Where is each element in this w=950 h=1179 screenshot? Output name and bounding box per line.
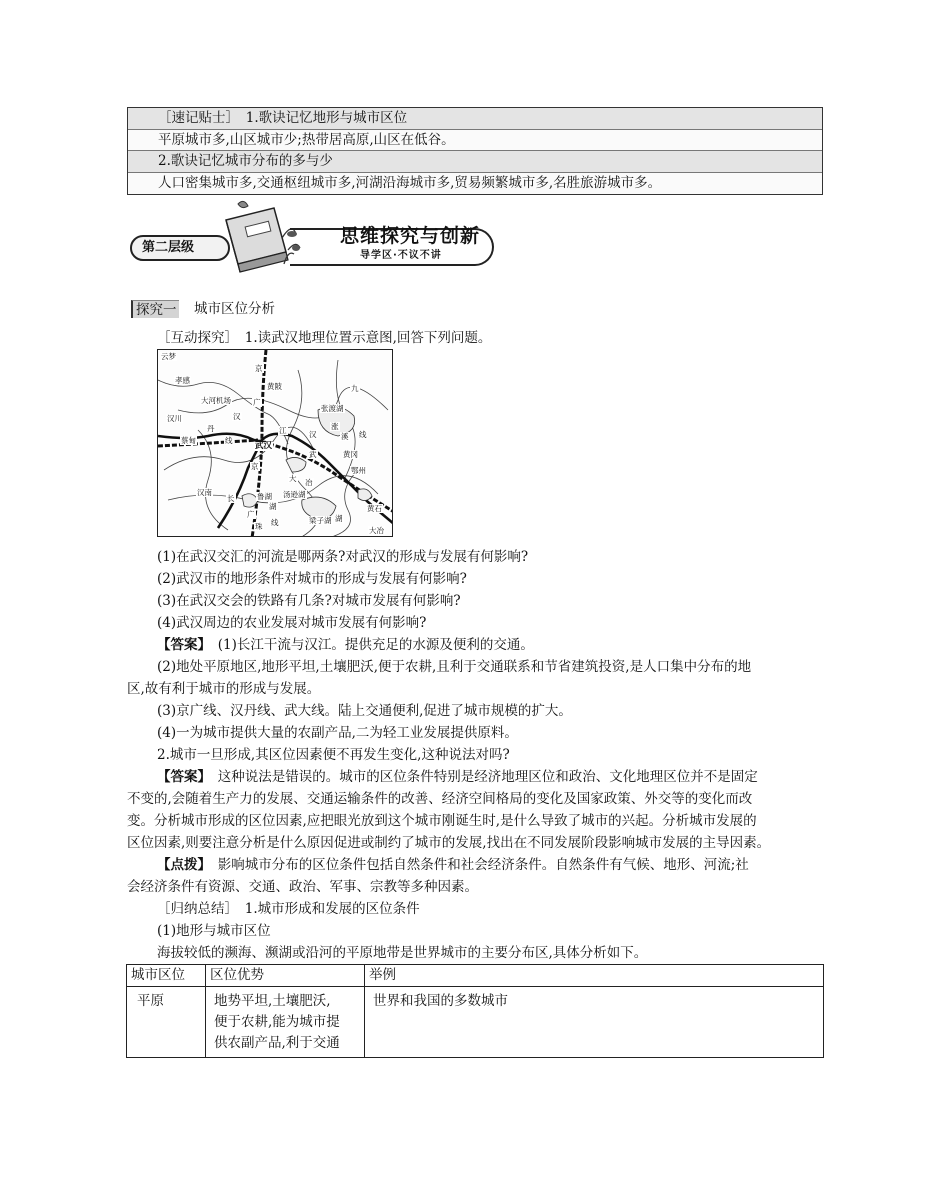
summary-desc: 海拔较低的濒海、濒湖或沿河的平原地带是世界城市的主要分布区,具体分析如下。 — [157, 945, 648, 961]
map-label-ezhou: 鄂州 — [351, 466, 366, 475]
map-label-zhangduhu: 张渡湖 — [321, 404, 344, 413]
advantage-line-1: 地势平坦,土壤肥沃, — [214, 993, 331, 1009]
answer-second-line-3: 变。分析城市形成的区位因素,应把眼光放到这个城市刚诞生时,是什么导致了城市的兴起。分析城市发展的 — [127, 813, 757, 829]
level-badge: 第二层级 — [130, 235, 230, 261]
tips-row-2: 平原城市多,山区城市少;热带居高原,山区在低谷。 — [128, 130, 822, 152]
answer-3: (3)京广线、汉丹线、武大线。陆上交通便利,促进了城市规模的扩大。 — [157, 703, 572, 719]
answer-1-line-1 — [157, 634, 534, 656]
answer-2-line-2: 区,故有利于城市的形成与发展。 — [127, 681, 321, 697]
answer-second-label: 【答案】 — [157, 769, 205, 785]
table-row — [127, 987, 824, 1058]
tips-row-3: 2.歌诀记忆城市分布的多与少 — [128, 151, 822, 173]
banner-subtitle: 导学区·不议不讲 — [360, 250, 442, 261]
answer-second-line-4: 区位因素,则要注意分析是什么原因促进或制约了城市的发展,找出在不同发展阶段影响城市发展的主导因素。 — [127, 835, 771, 851]
map-label-zhang: 涨 — [331, 422, 339, 431]
question-1: (1)在武汉交汇的河流是哪两条?对武汉的形成与发展有何影响? — [157, 549, 529, 565]
question-second: 2.城市一旦形成,其区位因素便不再发生变化,这种说法对吗? — [157, 747, 510, 763]
answer-4: (4)一为城市提供大量的农副产品,二为轻工业发展提供原料。 — [157, 725, 518, 741]
summary-intro: ［归纳总结］ 1.城市形成和发展的区位条件 — [157, 901, 420, 917]
summary-sub: (1)地形与城市区位 — [157, 923, 271, 939]
map-label-da: 大 — [289, 474, 297, 483]
advantage-line-3: 供农副产品,利于交通 — [214, 1035, 340, 1051]
map-label-ye: 冶 — [305, 478, 313, 487]
map-label-daye: 大冶 — [369, 526, 384, 535]
map-label-han-2: 汉 — [309, 430, 317, 439]
answer-1-text: (1)长江干流与汉江。提供充足的水源及便利的交通。 — [204, 637, 534, 653]
tip-label: 【点拨】 — [157, 857, 205, 873]
map-label-airport: 大河机场 — [201, 396, 231, 405]
map-label-tangxunhu: 汤逊湖 — [283, 490, 306, 499]
map-label-han-1: 汉 — [233, 412, 241, 421]
tip-line-2: 会经济条件有资源、交通、政治、军事、宗教等多种因素。 — [127, 879, 478, 895]
answer-second-line-1 — [157, 766, 758, 788]
map-label-jiang: 江 — [279, 426, 287, 435]
table-cell-advantage — [206, 987, 365, 1058]
map-label-chang: 长 — [227, 494, 235, 503]
book-icon — [212, 198, 302, 273]
tip-line-1 — [157, 854, 749, 876]
tips-box — [127, 107, 823, 195]
map-label-liangzihu: 梁子湖 — [309, 516, 332, 525]
map-label-xian-3: 线 — [271, 518, 279, 527]
advantage-line-2: 便于农耕,能为城市提 — [214, 1014, 340, 1030]
table-header-advantage: 区位优势 — [206, 965, 365, 987]
answer-label: 【答案】 — [157, 637, 205, 653]
map-label-zhu: 珠 — [255, 522, 263, 531]
map-label-wu: 武 — [309, 450, 317, 459]
map-label-xiaogan: 孝感 — [175, 376, 190, 385]
table-header-row — [127, 965, 824, 987]
tip-text: 影响城市分布的区位条件包括自然条件和社会经济条件。自然条件有气候、地形、河流;社 — [204, 857, 749, 873]
map-label-yunmeng: 云梦 — [161, 352, 176, 361]
map-label-huanggang: 黄冈 — [343, 450, 358, 459]
map-label-xian-1: 线 — [225, 436, 233, 445]
map-label-jiu: 九 — [351, 384, 359, 393]
answer-2-line-1: (2)地处平原地区,地形平坦,土壤肥沃,便于农耕,且利于交通联系和节省建筑投资,是人口集中分布的地 — [157, 659, 752, 675]
map-label-hannan: 汉南 — [197, 488, 212, 497]
map-label-luhu: 鲁湖 — [257, 492, 272, 501]
map-label-guang-2: 广 — [247, 510, 255, 519]
question-4: (4)武汉周边的农业发展对城市发展有何影响? — [157, 615, 427, 631]
map-label-guang-1: 广 — [253, 398, 261, 407]
tips-row-4: 人口密集城市多,交通枢纽城市多,河湖沿海城市多,贸易频繁城市多,名胜旅游城市多。 — [128, 173, 822, 195]
map-label-jing-1: 京 — [255, 364, 263, 373]
map-label-huangpi: 黄陂 — [267, 382, 282, 391]
answer-second-line-2: 不变的,会随着生产力的发展、交通运输条件的改善、经济空间格局的变化及国家政策、外交等的变化而改 — [127, 791, 753, 807]
location-table — [126, 964, 824, 1058]
tips-row-1: ［速记贴士］ 1.歌诀记忆地形与城市区位 — [128, 108, 822, 130]
wuhan-map — [157, 349, 393, 537]
table-header-example: 举例 — [365, 965, 824, 987]
answer-second-text: 这种说法是错误的。城市的区位条件特别是经济地理区位和政治、文化地理区位并不是固定 — [204, 769, 758, 785]
map-label-caidian: 蔡甸 — [181, 436, 196, 445]
question-2: (2)武汉市的地形条件对城市的形成与发展有何影响? — [157, 571, 467, 587]
banner-title: 思维探究与创新 — [340, 225, 481, 247]
map-label-xian-2: 线 — [359, 430, 367, 439]
map-label-hu-2: 湖 — [335, 514, 343, 523]
table-cell-location: 平原 — [127, 987, 206, 1058]
map-label-hu-1: 湖 — [269, 502, 277, 511]
question-3: (3)在武汉交会的铁路有几条?对城市发展有何影响? — [157, 593, 461, 609]
map-label-hanchuan: 汉川 — [167, 414, 182, 423]
interactive-intro: ［互动探究］ 1.读武汉地理位置示意图,回答下列问题。 — [157, 330, 492, 346]
section-tag: 探究一 — [131, 300, 179, 318]
map-label-jing-2: 京 — [251, 462, 259, 471]
map-label-dan: 丹 — [207, 424, 215, 433]
map-label-huangshi: 黄石 — [367, 504, 382, 513]
table-cell-example: 世界和我国的多数城市 — [365, 987, 824, 1058]
section-title: 城市区位分析 — [194, 301, 275, 317]
map-label-xi: 溪 — [341, 432, 349, 441]
table-header-location: 城市区位 — [127, 965, 206, 987]
map-label-wuhan: 武汉 — [255, 441, 273, 451]
